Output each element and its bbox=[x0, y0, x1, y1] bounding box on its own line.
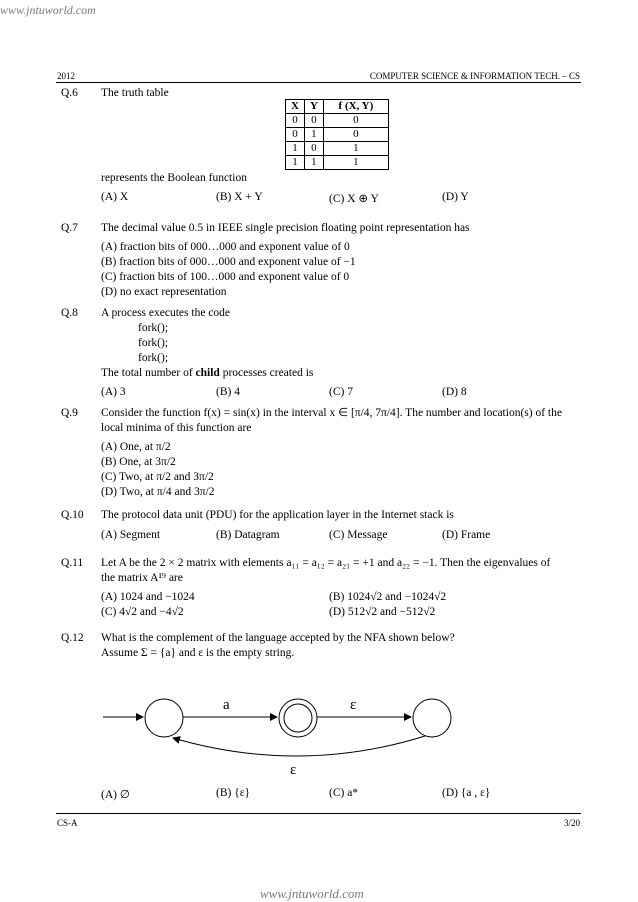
watermark-bottom: www.jntuworld.com bbox=[260, 886, 364, 901]
truth-table-cell: 0 bbox=[304, 142, 323, 156]
q8-option-a[interactable]: (A) 3 bbox=[101, 386, 126, 398]
q10-option-a[interactable]: (A) Segment bbox=[101, 529, 161, 541]
footer-page: 3/20 bbox=[563, 818, 580, 828]
truth-table-cell: 0 bbox=[323, 128, 388, 142]
q10-option-c[interactable]: (C) Message bbox=[329, 529, 388, 541]
truth-table-row bbox=[286, 114, 389, 128]
nfa-diagram bbox=[95, 685, 535, 780]
footer-rule bbox=[56, 813, 581, 814]
q12-option-a[interactable]: (A) ∅ bbox=[101, 789, 130, 801]
q7-option-c[interactable]: (C) fraction bits of 100…000 and exponent value of 0 bbox=[101, 271, 350, 283]
q10-stem: The protocol data unit (PDU) for the application layer in the Internet stack is bbox=[101, 509, 454, 521]
transition-eps-back bbox=[173, 736, 425, 756]
truth-table-cell: 0 bbox=[286, 128, 305, 142]
q8-stem: A process executes the code bbox=[101, 307, 231, 319]
truth-table-header: f (X, Y) bbox=[323, 100, 388, 114]
q11-number: Q.11 bbox=[61, 557, 84, 569]
watermark-top: www.jntuworld.com bbox=[0, 3, 96, 17]
q11-option-a[interactable]: (A) 1024 and −1024 bbox=[101, 591, 195, 603]
q6-number: Q.6 bbox=[61, 87, 78, 99]
truth-table-row bbox=[286, 128, 389, 142]
q10-option-d[interactable]: (D) Frame bbox=[442, 529, 491, 541]
footer-code: CS-A bbox=[57, 818, 78, 828]
q6-option-b[interactable]: (B) X + Y bbox=[216, 191, 263, 203]
q9-option-b[interactable]: (B) One, at 3π/2 bbox=[101, 456, 176, 468]
q8-code-line: fork(); bbox=[138, 352, 169, 364]
truth-table-header: Y bbox=[304, 100, 323, 114]
q9-stem-line2: local minima of this function are bbox=[101, 422, 252, 434]
nfa-state-third bbox=[413, 699, 451, 737]
q8-code-line: fork(); bbox=[138, 322, 169, 334]
q8-tail bbox=[101, 366, 313, 382]
q12-stem-line2: Assume Σ = {a} and ε is the empty string. bbox=[101, 647, 295, 659]
q12-option-c[interactable]: (C) a* bbox=[329, 787, 359, 799]
q8-code-line: fork(); bbox=[138, 337, 169, 349]
header-subject: COMPUTER SCIENCE & INFORMATION TECH. – CS bbox=[369, 71, 580, 81]
q10-number: Q.10 bbox=[61, 509, 84, 521]
q11-stem-line2: the matrix A¹⁹ are bbox=[101, 572, 183, 584]
q10-option-b[interactable]: (B) Datagram bbox=[216, 529, 280, 541]
q6-option-d[interactable]: (D) Y bbox=[442, 191, 469, 203]
q7-stem: The decimal value 0.5 in IEEE single precision floating point representation has bbox=[101, 222, 470, 234]
label-eps-top: ε bbox=[350, 697, 357, 713]
nfa-state-accept bbox=[279, 699, 317, 737]
q7-number: Q.7 bbox=[61, 222, 78, 234]
q12-stem-line1: What is the complement of the language accepted by the NFA shown below? bbox=[101, 632, 455, 644]
q9-stem-line1: Consider the function f(x) = sin(x) in the interval x ∈ [π/4, 7π/4]. The number and location(s) of the bbox=[101, 407, 562, 419]
truth-table-cell: 0 bbox=[286, 114, 305, 128]
nfa-state-start bbox=[145, 699, 183, 737]
truth-table-header: X bbox=[286, 100, 305, 114]
q12-option-d[interactable]: (D) {a , ε} bbox=[442, 787, 491, 799]
truth-table-cell: 1 bbox=[304, 156, 323, 170]
q9-number: Q.9 bbox=[61, 407, 78, 419]
q6-option-a[interactable]: (A) X bbox=[101, 191, 129, 203]
q11-option-c[interactable]: (C) 4√2 and −4√2 bbox=[101, 606, 184, 618]
q9-option-d[interactable]: (D) Two, at π/4 and 3π/2 bbox=[101, 486, 215, 498]
truth-table-cell: 0 bbox=[323, 114, 388, 128]
q8-option-d[interactable]: (D) 8 bbox=[442, 386, 467, 398]
truth-table-row bbox=[286, 142, 389, 156]
q11-stem-line1: Let A be the 2 × 2 matrix with elements a₁₁ = a₁₂ = a₂₁ = +1 and a₂₂ = −1. Then the eigenvalues of bbox=[101, 557, 551, 569]
truth-table-cell: 1 bbox=[286, 142, 305, 156]
q8-tail-bold: child bbox=[195, 367, 220, 379]
truth-table-cell: 1 bbox=[323, 156, 388, 170]
q6-stem: The truth table bbox=[101, 87, 169, 99]
q12-option-b[interactable]: (B) {ε} bbox=[216, 787, 251, 799]
q12-number: Q.12 bbox=[61, 632, 84, 644]
q7-option-a[interactable]: (A) fraction bits of 000…000 and exponent value of 0 bbox=[101, 241, 350, 253]
label-a: a bbox=[223, 697, 230, 713]
q9-option-c[interactable]: (C) Two, at π/2 and 3π/2 bbox=[101, 471, 214, 483]
truth-table-cell: 1 bbox=[304, 128, 323, 142]
q9-option-a[interactable]: (A) One, at π/2 bbox=[101, 441, 171, 453]
q8-number: Q.8 bbox=[61, 307, 78, 319]
header-year: 2012 bbox=[57, 71, 75, 81]
q6-truth-table bbox=[285, 99, 389, 170]
q6-option-c[interactable]: (C) X ⊕ Y bbox=[329, 193, 379, 205]
q8-option-c[interactable]: (C) 7 bbox=[329, 386, 353, 398]
nfa-state-accept-inner bbox=[284, 704, 312, 732]
truth-table-cell: 1 bbox=[286, 156, 305, 170]
q11-option-d[interactable]: (D) 512√2 and −512√2 bbox=[329, 606, 436, 618]
truth-table-header-row bbox=[286, 100, 389, 114]
q7-option-d[interactable]: (D) no exact representation bbox=[101, 286, 227, 298]
truth-table-row bbox=[286, 156, 389, 170]
q7-option-b[interactable]: (B) fraction bits of 000…000 and exponent value of −1 bbox=[101, 256, 356, 268]
q8-tail-post: processes created is bbox=[219, 367, 314, 379]
q6-tail: represents the Boolean function bbox=[101, 172, 247, 184]
label-eps-bottom: ε bbox=[290, 762, 297, 778]
header-rule bbox=[56, 82, 581, 83]
q11-option-b[interactable]: (B) 1024√2 and −1024√2 bbox=[329, 591, 447, 603]
q8-tail-pre: The total number of bbox=[101, 367, 196, 379]
truth-table-cell: 0 bbox=[304, 114, 323, 128]
truth-table-cell: 1 bbox=[323, 142, 388, 156]
q8-option-b[interactable]: (B) 4 bbox=[216, 386, 240, 398]
